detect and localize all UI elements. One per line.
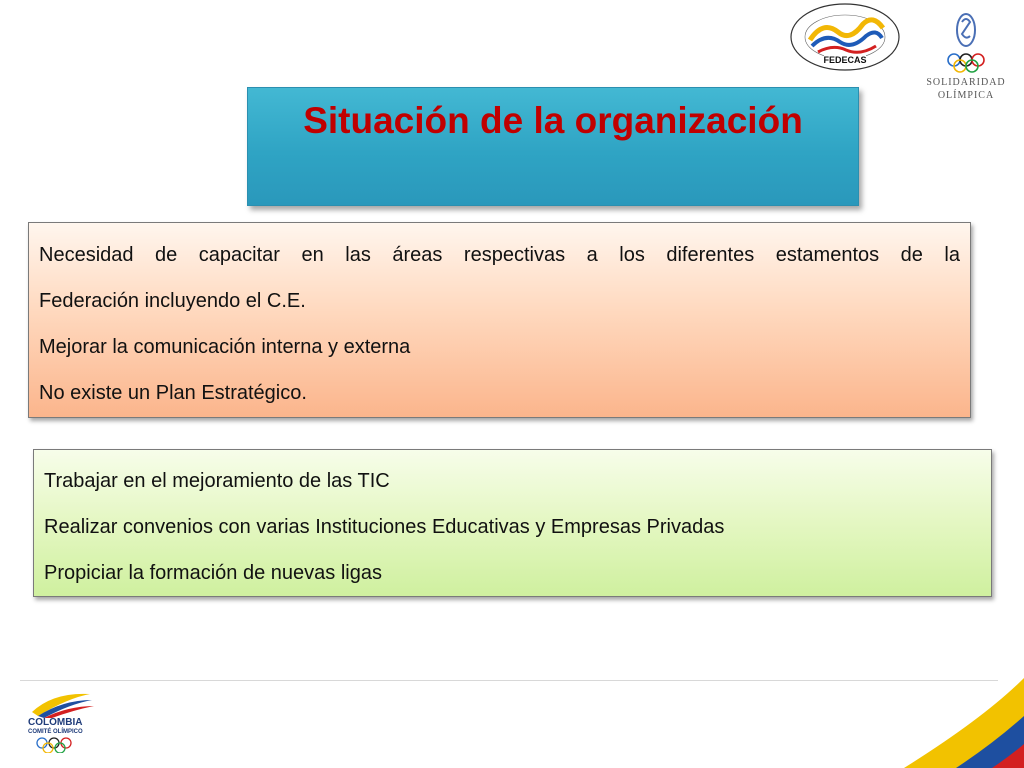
needs-line-1: Necesidad de capacitar en las áreas respectivas a los diferentes estamentos de la [39,244,960,266]
title-box [247,87,859,206]
corner-flag-swoosh [864,658,1024,768]
solidaridad-line2: OLÍMPICA [937,90,995,101]
actions-box [33,449,992,597]
colombia-line2: COMITÉ OLÍMPICO [28,729,83,735]
olympic-rings-icon [920,10,1012,74]
footer-divider [20,680,998,681]
needs-box [28,222,971,418]
solidaridad-line1: SOLIDARIDAD [926,77,1006,88]
action-item: Realizar convenios con varias Instituciones Educativas y Empresas Privadas [44,516,725,538]
colombia-flag-swoosh-icon [28,690,98,718]
colombia-olympic-committee-logo [28,690,98,760]
slide-title: Situación de la organización [303,100,803,141]
solidaridad-olimpica-logo [920,10,1012,105]
action-item: Trabajar en el mejoramiento de las TIC [44,470,390,492]
colombia-line1: COLOMBIA [28,717,83,728]
needs-line-2: Federación incluyendo el C.E. [39,290,306,312]
fedecas-logo [788,2,902,72]
action-item: Propiciar la formación de nuevas ligas [44,562,382,584]
needs-line-3: Mejorar la comunicación interna y externa [39,336,411,358]
needs-line-4: No existe un Plan Estratégico. [39,382,307,404]
fedecas-name: FEDECAS [823,55,867,65]
olympic-rings-icon [34,737,78,753]
